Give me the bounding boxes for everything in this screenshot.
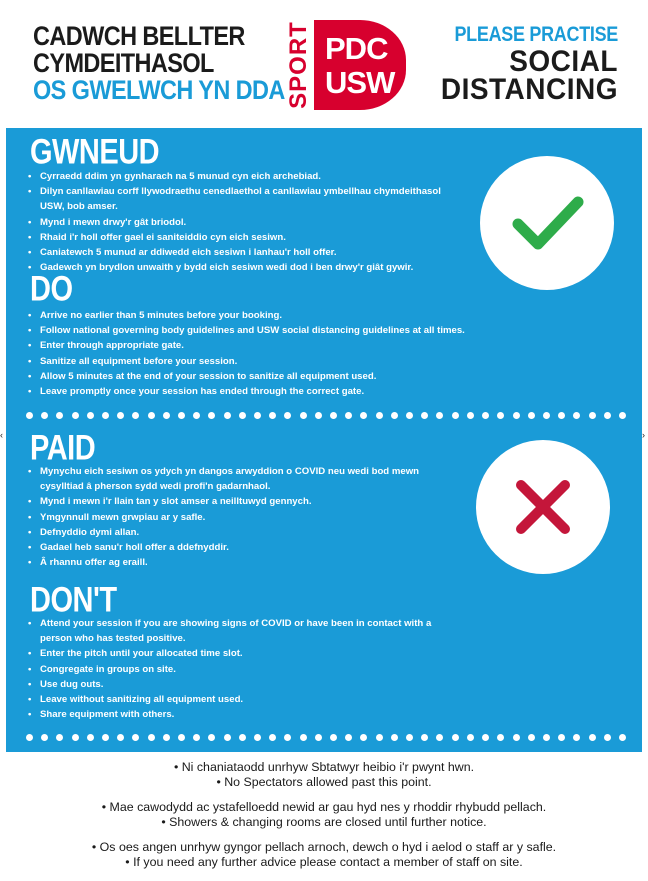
english-heading-line2: SOCIAL [509, 44, 618, 78]
list-item: • Mynd i mewn i'r llain tan y slot amser a neilltuwyd gennych. [28, 494, 448, 509]
paid-title: PAID [30, 429, 96, 468]
logo-sport-text: SPORT [285, 21, 312, 109]
do-badge [480, 156, 614, 290]
list-item: • Share equipment with others. [28, 707, 448, 722]
list-item: • Â rhannu offer ag eraill. [28, 555, 448, 570]
rules-panel [6, 128, 642, 752]
list-item: • Gadael heb sanu'r holl offer a ddefnyddir. [28, 540, 448, 555]
list-item: • Attend your session if you are showing signs of COVID or have been in contact with a person who has tested positive. [28, 616, 448, 646]
list-item: • Caniatewch 5 munud ar ddiwedd eich sesiwn i lanhau'r holl offer. [28, 245, 448, 260]
list-item: • Enter through appropriate gate. [28, 338, 628, 353]
welsh-heading-line3: OS GWELWCH YN DDA [33, 74, 285, 105]
list-item: • Cyrraedd ddim yn gynharach na 5 munud cyn eich archebiad. [28, 169, 448, 184]
welsh-heading-line2: CYMDEITHASOL [33, 47, 214, 78]
gwneud-title: GWNEUD [30, 133, 160, 172]
cross-icon [476, 440, 610, 574]
checkmark-icon [480, 156, 614, 290]
list-item: • Dilyn canllawiau corff llywodraethu cenedlaethol a canllawiau ymbellhau chymdeithasol USW, bob amser. [28, 184, 448, 214]
logo-pdc-text: PDC [325, 31, 388, 66]
list-item: • Allow 5 minutes at the end of your session to sanitize all equipment used. [28, 369, 628, 384]
paid-list [28, 464, 448, 570]
dont-title: DON'T [30, 581, 117, 620]
footer-notice-welsh-advice: • Os oes angen unrhyw gyngor pellach arnoch, dewch o hyd i aelod o staff ar y safle. [91, 840, 557, 854]
footer-notice-welsh-showers: • Mae cawodydd ac ystafelloedd newid ar gau hyd nes y rhoddir rhybudd pellach. [101, 800, 547, 814]
english-heading [438, 22, 618, 106]
poster-header [0, 0, 648, 128]
english-heading-line1: PLEASE PRACTISE [454, 22, 618, 46]
footer-notice-showers: • Showers & changing rooms are closed until further notice. [161, 814, 487, 829]
list-item: • Rhaid i'r holl offer gael ei saniteiddio cyn eich sesiwn. [28, 230, 448, 245]
dont-list [28, 616, 448, 722]
list-item: • Congregate in groups on site. [28, 662, 448, 677]
dotted-divider [26, 412, 626, 420]
footer-notices [0, 752, 648, 869]
left-edge-marker-icon: ‹ [0, 430, 3, 440]
do-title: DO [30, 270, 73, 309]
list-item: • Arrive no earlier than 5 minutes before your booking. [28, 308, 628, 323]
dont-badge [476, 440, 610, 574]
list-item: • Mynychu eich sesiwn os ydych yn dangos arwyddion o COVID neu wedi bod mewn cysylltiad â pherson sydd wedi profi'n gadarnhaol. [28, 464, 448, 494]
list-item: • Mynd i mewn drwy'r gât briodol. [28, 215, 448, 230]
gwneud-list [28, 169, 448, 275]
list-item: • Ymgynnull mewn grwpiau ar y safle. [28, 510, 448, 525]
list-item: • Gadewch yn brydlon unwaith y bydd eich sesiwn wedi dod i ben drwy'r giât gywir. [28, 260, 448, 275]
footer-notice-spectators: • No Spectators allowed past this point. [216, 774, 432, 789]
logo-red-block [314, 20, 406, 110]
footer-notice-advice: • If you need any further advice please contact a member of staff on site. [125, 854, 523, 869]
sport-pdc-usw-logo [284, 20, 406, 110]
list-item: • Leave without sanitizing all equipment used. [28, 692, 448, 707]
list-item: • Leave promptly once your session has ended through the correct gate. [28, 384, 628, 399]
right-edge-marker-icon: › [642, 430, 645, 440]
list-item: • Follow national governing body guidelines and USW social distancing guidelines at all times. [28, 323, 628, 338]
dotted-divider [26, 734, 626, 742]
logo-usw-text: USW [325, 65, 395, 100]
english-heading-line3: DISTANCING [440, 72, 618, 106]
do-list [28, 308, 628, 399]
welsh-heading [33, 20, 285, 105]
list-item: • Defnyddio dymi allan. [28, 525, 448, 540]
list-item: • Use dug outs. [28, 677, 448, 692]
list-item: • Enter the pitch until your allocated time slot. [28, 646, 448, 661]
welsh-heading-line1: CADWCH BELLTER [33, 20, 245, 51]
footer-notice-welsh-spectators: • Ni chaniataodd unrhyw Sbtatwyr heibio i'r pwynt hwn. [173, 760, 475, 774]
list-item: • Sanitize all equipment before your session. [28, 354, 628, 369]
